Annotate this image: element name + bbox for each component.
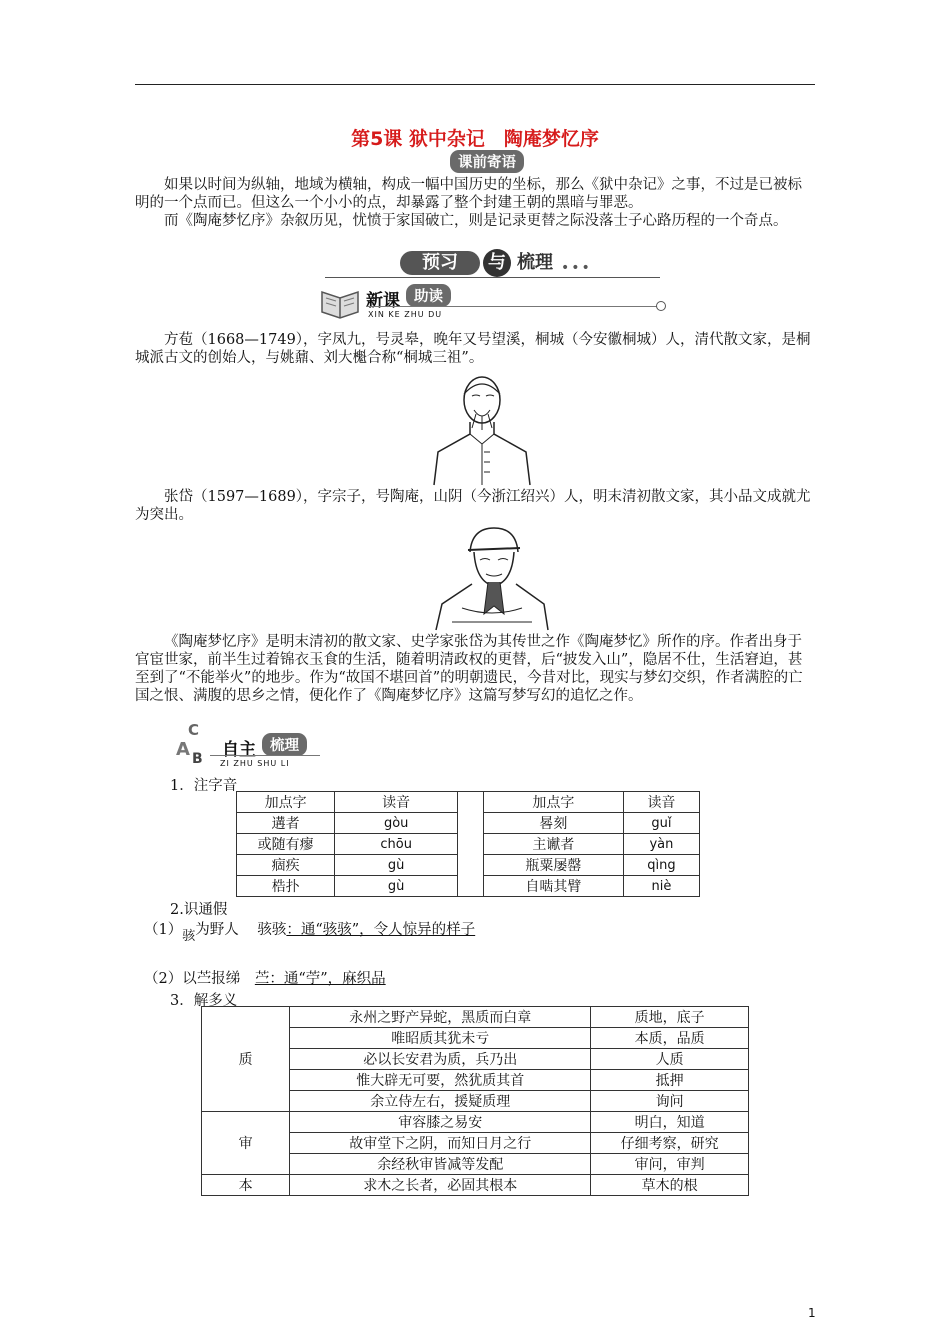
tongjia-item-2: （2）以苎报绨 苎：通“苧”，麻织品 xyxy=(144,971,386,987)
table-row: 故审堂下之阴，而知日月之行 仔细考察，研究 xyxy=(202,1133,749,1154)
table-row: 余经秋审皆减等发配 审问，审判 xyxy=(202,1154,749,1175)
background-paragraph: 《陶庵梦忆序》是明末清初的散文家、史学家张岱为其传世之作《陶庵梦忆》所作的序。作者出身于官宦世家，前半生过着锦衣玉食的生活，随着明清政权的更替，后“披发入山”，隐居不仕，生活窘迫，甚至到了“不能举火”的地步。作为“故国不堪回首”的明朝遗民，今昔对比，现实与梦幻交织，作者满腔的亡国之恨、满腹的思乡之情，便化作了《陶庵梦忆序》这篇写梦写幻的追忆之作。 xyxy=(135,634,803,704)
table-row: 惟大辟无可要，然犹质其首 抵押 xyxy=(202,1070,749,1091)
sub-rule-2 xyxy=(210,755,320,756)
tongjia-item-1: （1）骇为野人 骇骇：通“骇骇”，令人惊异的样子 xyxy=(144,922,476,944)
abc-letters-icon xyxy=(170,721,214,769)
table-row: 或随有瘳 chōu 主谳者 yàn xyxy=(237,834,700,855)
page-number: 1 xyxy=(808,1306,816,1320)
pronounce-heading: 1．注字音 xyxy=(170,778,238,794)
duoyi-table xyxy=(201,1006,749,1196)
banner-connector: 与 xyxy=(483,249,511,277)
book-icon xyxy=(318,286,362,320)
banner-dots: ••• xyxy=(561,260,592,276)
svg-text:C: C xyxy=(188,721,200,739)
pronounce-table: 加点字 读音 加点字 读音 遘者 gòu 晷刻 guǐ 或随有瘳 chōu 主谳者 yàn 痼疾 gù 瓶粟屡罄 qìng 梏扑 gù 自啮其臂 niè xyxy=(236,791,700,897)
portrait-zhangdai xyxy=(432,522,550,632)
author-fangbao: 方苞（1668—1749），字凤九，号灵皋，晚年又号望溪，桐城（今安徽桐城）人，清代散文家，是桐城派古文的创始人，与姚鼐、刘大櫆合称“桐城三祖”。 xyxy=(135,332,811,366)
table-row: 余立侍左右，援疑质理 询问 xyxy=(202,1091,749,1112)
table-row: 必以长安君为质，兵乃出 人质 xyxy=(202,1049,749,1070)
lesson-title: 第5课 狱中杂记 陶庵梦忆序 xyxy=(351,128,599,150)
table-row: 本 求木之长者，必固其根本 草木的根 xyxy=(202,1175,749,1196)
preface-badge: 课前寄语 xyxy=(450,150,524,173)
banner-rule xyxy=(325,277,660,278)
subsection-banner-self-study: C A B 自主 梳理 ZI ZHU SHU LI xyxy=(170,721,340,773)
sub-rule xyxy=(366,306,661,307)
banner-label-review: 梳理 xyxy=(517,252,553,273)
section-banner-preview xyxy=(325,251,660,279)
portrait-fangbao xyxy=(430,372,535,487)
table-row: 质 永州之野产异蛇，黑质而白章 质地，底子 xyxy=(202,1007,749,1028)
intro-paragraph-2: 而《陶庵梦忆序》杂叙历见，忧愤于家国破亡，则是记录更替之际没落士子心路历程的一个奇点。 xyxy=(164,213,788,229)
tongjia-heading: 2.识通假 xyxy=(170,902,228,918)
table-row: 遘者 gòu 晷刻 guǐ xyxy=(237,813,700,834)
author-zhangdai: 张岱（1597—1689），字宗子，号陶庵，山阴（今浙江绍兴）人，明末清初散文家，其小品文成就尤为突出。 xyxy=(135,489,811,523)
table-row: 审 审容膝之易安 明白，知道 xyxy=(202,1112,749,1133)
table-row: 痼疾 gù 瓶粟屡罄 qìng xyxy=(237,855,700,876)
duoyi-heading: 3．解多义 xyxy=(170,993,238,1009)
table-row: 梏扑 gù 自啮其臂 niè xyxy=(237,876,700,897)
table-row: 唯昭质其犹未亏 本质，品质 xyxy=(202,1028,749,1049)
svg-text:B: B xyxy=(192,751,203,767)
header-rule xyxy=(135,84,815,85)
svg-text:A: A xyxy=(176,739,190,760)
subsection-banner-reading: 新课 助读 XIN KE ZHU DU xyxy=(318,284,668,326)
banner-label-preview: 预习 xyxy=(400,251,480,275)
intro-paragraph-1: 如果以时间为纵轴，地域为横轴，构成一幅中国历史的坐标，那么《狱中杂记》之事，不过是已被标明的一个点而已。但这么一个小小的点，却暴露了整个封建王朝的黑暗与罪恶。 xyxy=(135,177,802,211)
rule-end-dot xyxy=(656,301,666,311)
